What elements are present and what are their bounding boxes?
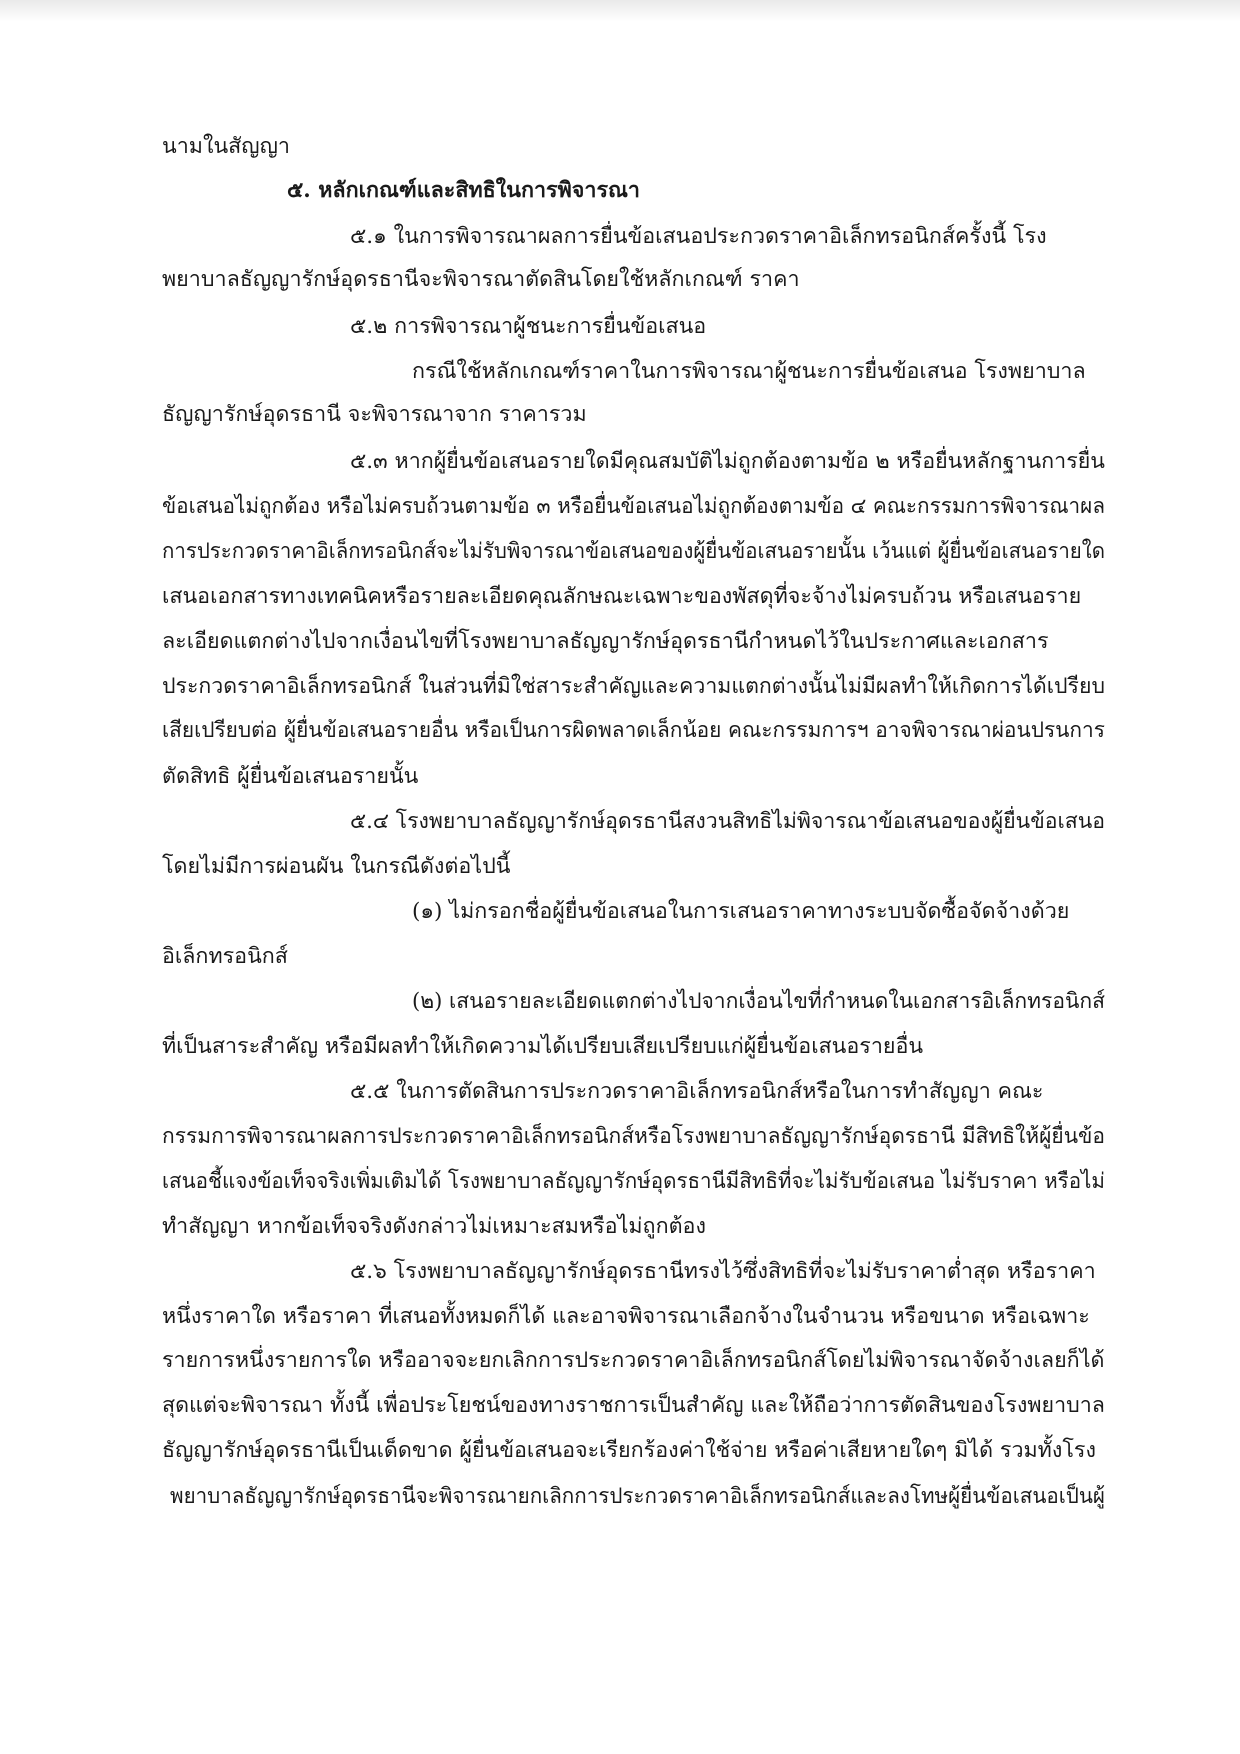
text-line: ธัญญารักษ์อุดรธานี จะพิจารณาจาก ราคารวม xyxy=(162,402,587,427)
text-line: ละเอียดแตกต่างไปจากเงื่อนไขที่โรงพยาบาลธัญญารักษ์อุดรธานีกำหนดไว้ในประกาศและเอกสาร xyxy=(162,629,1049,654)
text-line: ที่เป็นสาระสำคัญ หรือมีผลทำให้เกิดความได้เปรียบเสียเปรียบแก่ผู้ยื่นข้อเสนอรายอื่น xyxy=(162,1034,924,1059)
text-line: (๒) เสนอรายละเอียดแตกต่างไปจากเงื่อนไขที่กำหนดในเอกสารอิเล็กทรอนิกส์ xyxy=(412,989,1105,1014)
text-line: ประกวดราคาอิเล็กทรอนิกส์ ในส่วนที่มิใช่สาระสำคัญและความแตกต่างนั้นไม่มีผลทำให้เกิดการได้เปรียบ xyxy=(162,674,1106,699)
text-line: ๕.๓ หากผู้ยื่นข้อเสนอรายใดมีคุณสมบัติไม่ถูกต้องตามข้อ ๒ หรือยื่นหลักฐานการยื่น xyxy=(350,449,1105,474)
text-line: ๕.๕ ในการตัดสินการประกวดราคาอิเล็กทรอนิกส์หรือในการทำสัญญา คณะ xyxy=(350,1079,1044,1104)
text-line: เสนอชี้แจงข้อเท็จจริงเพิ่มเติมได้ โรงพยาบาลธัญญารักษ์อุดรธานีมีสิทธิที่จะไม่รับข้อเสนอ ไม่รับราคา หรือไม่ xyxy=(162,1169,1105,1194)
text-line: กรณีใช้หลักเกณฑ์ราคาในการพิจารณาผู้ชนะการยื่นข้อเสนอ โรงพยาบาล xyxy=(412,359,1086,384)
text-line: หนึ่งราคาใด หรือราคา ที่เสนอทั้งหมดก็ได้ และอาจพิจารณาเลือกจ้างในจำนวน หรือขนาด หรือเฉพาะ xyxy=(162,1304,1090,1329)
text-line: ทำสัญญา หากข้อเท็จจริงดังกล่าวไม่เหมาะสมหรือไม่ถูกต้อง xyxy=(162,1214,706,1239)
text-line: รายการหนึ่งรายการใด หรืออาจจะยกเลิกการประกวดราคาอิเล็กทรอนิกส์โดยไม่พิจารณาจัดจ้างเลยก็ได้ xyxy=(162,1348,1105,1373)
text-line: ๕.๔ โรงพยาบาลธัญญารักษ์อุดรธานีสงวนสิทธิไม่พิจารณาข้อเสนอของผู้ยื่นข้อเสนอ xyxy=(350,809,1106,834)
text-line: ๕.๒ การพิจารณาผู้ชนะการยื่นข้อเสนอ xyxy=(350,314,707,339)
text-line: อิเล็กทรอนิกส์ xyxy=(162,944,288,969)
text-line: เสนอเอกสารทางเทคนิคหรือรายละเอียดคุณลักษณะเฉพาะของพัสดุที่จะจ้างไม่ครบถ้วน หรือเสนอราย xyxy=(162,584,1082,609)
text-line: เสียเปรียบต่อ ผู้ยื่นข้อเสนอรายอื่น หรือเป็นการผิดพลาดเล็กน้อย คณะกรรมการฯ อาจพิจารณาผ่อนปรนการ xyxy=(162,718,1105,743)
text-line: ตัดสิทธิ ผู้ยื่นข้อเสนอรายนั้น xyxy=(162,764,419,789)
text-line: การประกวดราคาอิเล็กทรอนิกส์จะไม่รับพิจารณาข้อเสนอของผู้ยื่นข้อเสนอรายนั้น เว้นแต่ ผู้ยื่นข้อเสนอรายใด xyxy=(162,539,1106,564)
text-line: โดยไม่มีการผ่อนผัน ในกรณีดังต่อไปนี้ xyxy=(162,854,511,879)
text-line: นามในสัญญา xyxy=(162,134,290,159)
text-line: ๕.๖ โรงพยาบาลธัญญารักษ์อุดรธานีทรงไว้ซึ่งสิทธิที่จะไม่รับราคาต่ำสุด หรือราคา xyxy=(350,1259,1096,1284)
text-line: พยาบาลธัญญารักษ์อุดรธานีจะพิจารณาตัดสินโดยใช้หลักเกณฑ์ ราคา xyxy=(162,267,800,292)
text-line: พยาบาลธัญญารักษ์อุดรธานีจะพิจารณายกเลิกการประกวดราคาอิเล็กทรอนิกส์และลงโทษผู้ยื่นข้อเสนอเป็นผู้ xyxy=(170,1484,1105,1509)
text-line: (๑) ไม่กรอกชื่อผู้ยื่นข้อเสนอในการเสนอราคาทางระบบจัดซื้อจัดจ้างด้วย xyxy=(412,899,1070,924)
text-line: ธัญญารักษ์อุดรธานีเป็นเด็ดขาด ผู้ยื่นข้อเสนอจะเรียกร้องค่าใช้จ่าย หรือค่าเสียหายใดๆ มิได้ รวมทั้งโรง xyxy=(162,1438,1096,1463)
scan-shadow xyxy=(0,0,1240,22)
text-line: ข้อเสนอไม่ถูกต้อง หรือไม่ครบถ้วนตามข้อ ๓ หรือยื่นข้อเสนอไม่ถูกต้องตามข้อ ๔ คณะกรรมการพิจารณาผล xyxy=(162,494,1106,519)
text-line: ๕. หลักเกณฑ์และสิทธิในการพิจารณา xyxy=(287,178,641,203)
text-line: ๕.๑ ในการพิจารณาผลการยื่นข้อเสนอประกวดราคาอิเล็กทรอนิกส์ครั้งนี้ โรง xyxy=(350,224,1047,249)
text-line: กรรมการพิจารณาผลการประกวดราคาอิเล็กทรอนิกส์หรือโรงพยาบาลธัญญารักษ์อุดรธานี มีสิทธิให้ผู้ยื่นข้อ xyxy=(162,1124,1106,1149)
text-line: สุดแต่จะพิจารณา ทั้งนี้ เพื่อประโยชน์ของทางราชการเป็นสำคัญ และให้ถือว่าการตัดสินของโรงพยาบาล xyxy=(162,1393,1105,1418)
